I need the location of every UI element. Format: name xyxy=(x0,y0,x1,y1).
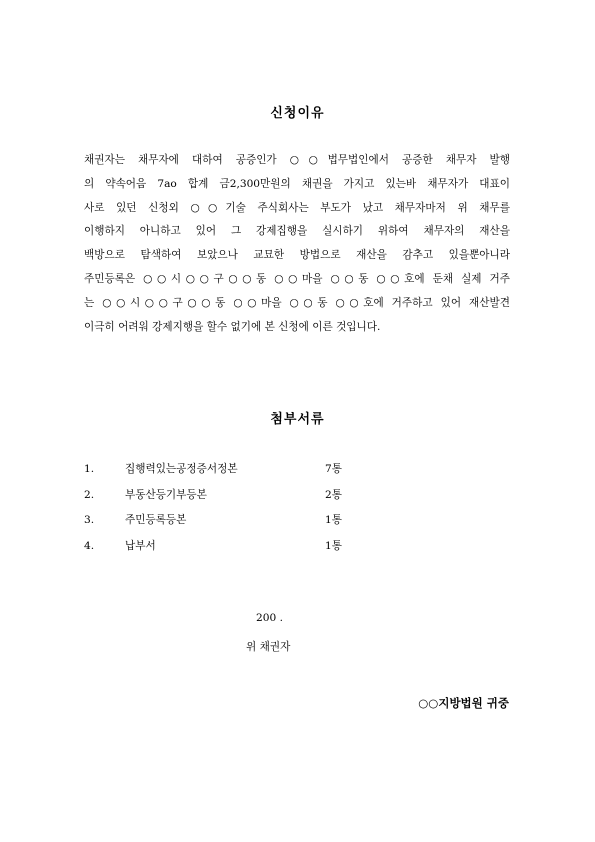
attachment-quantity: 7통 xyxy=(325,463,342,475)
attachments-heading: 첨부서류 xyxy=(270,412,325,427)
attachment-quantity: 2통 xyxy=(325,488,342,501)
reason-line: 의 약속어음 7ao 합계 금2,300만원의 채권을 가지고 있는바 채무자가 대표이 xyxy=(84,177,510,190)
attachment-number: 4. xyxy=(84,539,95,552)
court-addressee: ○○지방법원 귀중 xyxy=(418,696,509,710)
attachment-row xyxy=(84,483,414,509)
reason-line: 사로 있던 신청외 ○○기술 주식회사는 부도가 났고 채무자마저 위 채무를 xyxy=(84,201,510,214)
applicant-line: 위 채권자 xyxy=(246,641,291,653)
attachment-quantity: 1통 xyxy=(325,539,342,552)
reason-line: 이행하지 아니하고 있어 그 강제집행을 실시하기 위하여 채무자의 재산을 xyxy=(84,225,510,238)
attachment-number: 1. xyxy=(84,463,95,475)
reason-line: 채권자는 채무자에 대하여 공증인가 ○○법무법인에서 공증한 채무자 발행 xyxy=(84,154,510,166)
attachment-name: 집행력있는공정증서정본 xyxy=(125,463,238,475)
attachment-row xyxy=(84,508,414,534)
attachment-quantity: 1통 xyxy=(325,514,342,527)
attachment-row xyxy=(84,534,414,560)
reason-line: 주민등록은 ○○시○○구○○동 ○○마을 ○○동 ○○호에 둔채 실제 거주 xyxy=(84,272,510,285)
reason-line: 백방으로 탐색하여 보았으나 교묘한 방법으로 재산을 감추고 있을뿐아니라 xyxy=(84,249,510,262)
date-line: 200 . xyxy=(256,612,283,624)
attachments-list xyxy=(84,457,414,559)
attachment-name: 납부서 xyxy=(125,539,156,552)
reason-heading: 신청이유 xyxy=(270,106,325,121)
reason-paragraph xyxy=(84,149,510,339)
attachment-number: 3. xyxy=(84,514,95,527)
attachment-name: 부동산등기부등본 xyxy=(125,488,207,501)
reason-line: 이극히 어려워 강제지행을 할수 없기에 본 신청에 이른 것입니다. xyxy=(84,320,381,333)
attachment-row xyxy=(84,457,414,483)
attachment-number: 2. xyxy=(84,488,95,501)
attachment-name: 주민등록등본 xyxy=(125,514,187,527)
reason-line: 는 ○○시○○구○○동 ○○마을 ○○동 ○○호에 거주하고 있어 재산발견 xyxy=(84,296,510,309)
